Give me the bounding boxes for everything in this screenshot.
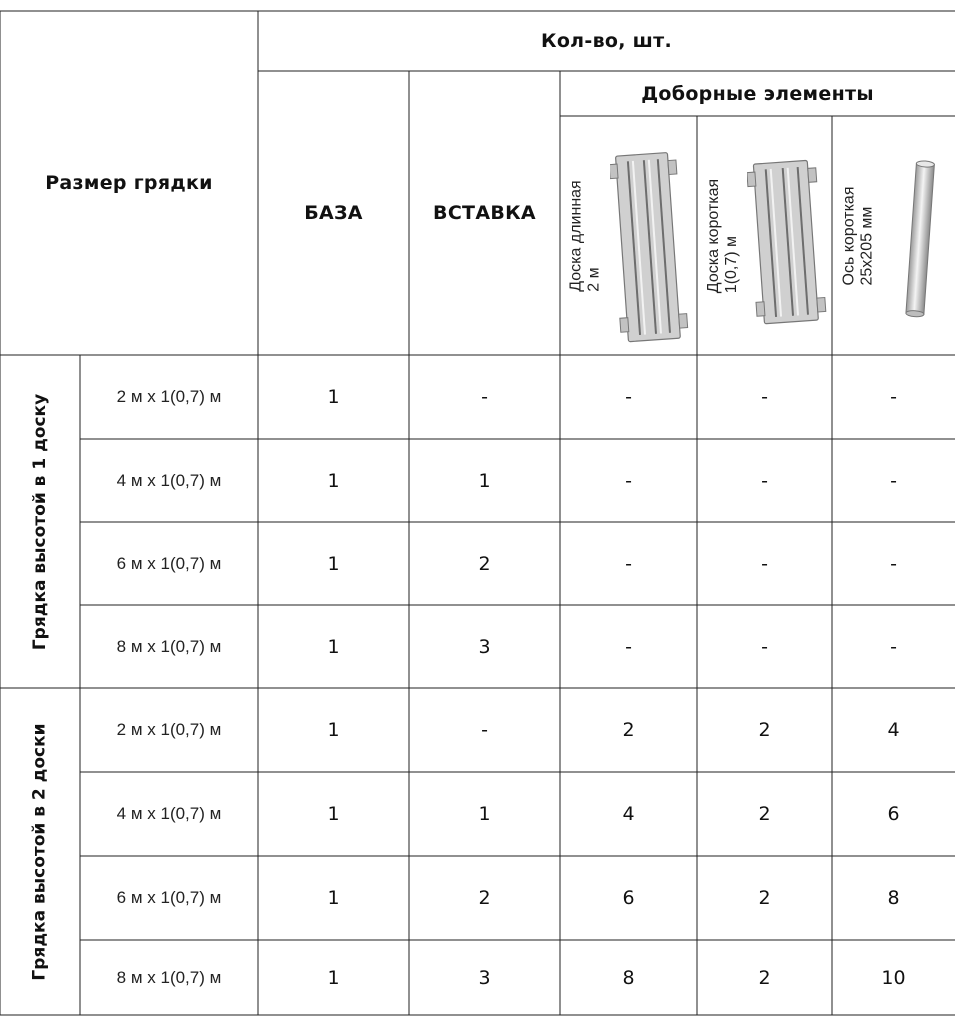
short-board-cell: 2 bbox=[758, 803, 771, 825]
short-board-cell: 2 bbox=[758, 719, 771, 741]
insert-cell: 3 bbox=[478, 635, 491, 658]
size-cell: 2 м х 1(0,7) м bbox=[116, 387, 222, 406]
base-cell: 1 bbox=[327, 552, 340, 575]
long-board-header bbox=[560, 116, 697, 355]
group-label-text: Грядка высотой в 1 доску bbox=[30, 393, 51, 650]
insert-cell: - bbox=[481, 386, 488, 408]
short-board-cell: - bbox=[761, 469, 768, 492]
short-board-cell: - bbox=[761, 386, 768, 408]
size-cell: 6 м х 1(0,7) м bbox=[116, 888, 222, 907]
short-board-cell: 2 bbox=[758, 887, 771, 909]
short-board-cell: 2 bbox=[758, 966, 771, 989]
short-board-label-line2: 1(0,7) м bbox=[723, 235, 740, 293]
short-board-header bbox=[697, 116, 832, 355]
insert-cell: 2 bbox=[478, 887, 491, 909]
long-board-cell: 6 bbox=[622, 887, 635, 909]
insert-cell: 1 bbox=[478, 469, 491, 492]
group-label-1-board bbox=[0, 355, 80, 688]
axle-icon bbox=[902, 156, 942, 326]
short-board-label-line1: Доска короткая bbox=[705, 178, 722, 293]
base-column-header: БАЗА bbox=[304, 202, 363, 224]
short-board-icon bbox=[747, 156, 827, 331]
base-cell: 1 bbox=[327, 386, 340, 408]
size-cell: 6 м х 1(0,7) м bbox=[116, 553, 222, 573]
base-cell: 1 bbox=[327, 887, 340, 909]
short-board-cell: - bbox=[761, 635, 768, 658]
long-board-label-line1: Доска длинная bbox=[568, 179, 586, 292]
axle-label bbox=[840, 186, 876, 285]
axle-label-line1: Ось короткая bbox=[840, 186, 857, 285]
long-board-icon bbox=[610, 148, 690, 348]
size-cell: 2 м х 1(0,7) м bbox=[116, 720, 222, 739]
axle-cell: 10 bbox=[881, 966, 906, 989]
size-cell: 4 м х 1(0,7) м bbox=[116, 804, 222, 823]
axle-header bbox=[832, 116, 955, 355]
group-label-2-boards bbox=[0, 688, 80, 1015]
base-cell: 1 bbox=[327, 966, 340, 989]
long-board-cell: - bbox=[625, 469, 632, 492]
short-board-label bbox=[705, 178, 741, 292]
insert-cell: - bbox=[481, 719, 488, 741]
base-cell: 1 bbox=[327, 635, 340, 658]
axle-cell: 6 bbox=[887, 803, 900, 825]
size-cell: 8 м х 1(0,7) м bbox=[116, 636, 222, 656]
insert-cell: 2 bbox=[478, 552, 491, 575]
axle-cell: - bbox=[890, 469, 897, 492]
axle-cell: - bbox=[890, 386, 897, 408]
size-cell: 4 м х 1(0,7) м bbox=[116, 470, 222, 490]
base-cell: 1 bbox=[327, 803, 340, 825]
insert-cell: 1 bbox=[478, 803, 491, 825]
size-column-header: Размер грядки bbox=[45, 172, 213, 194]
long-board-cell: - bbox=[625, 635, 632, 658]
axle-cell: - bbox=[890, 552, 897, 575]
axle-cell: - bbox=[890, 635, 897, 658]
long-board-cell: - bbox=[625, 552, 632, 575]
size-cell: 8 м х 1(0,7) м bbox=[116, 967, 222, 987]
insert-column-header: ВСТАВКА bbox=[433, 202, 536, 224]
quantity-header: Кол-во, шт. bbox=[540, 30, 672, 52]
short-board-cell: - bbox=[761, 552, 768, 575]
long-board-cell: 8 bbox=[622, 966, 635, 989]
extra-elements-header: Доборные элементы bbox=[641, 82, 874, 105]
insert-cell: 3 bbox=[478, 966, 491, 989]
axle-label-line2: 25х205 мм bbox=[858, 206, 875, 285]
base-cell: 1 bbox=[327, 719, 340, 741]
long-board-cell: - bbox=[625, 386, 632, 408]
long-board-label bbox=[568, 180, 604, 291]
long-board-cell: 2 bbox=[622, 719, 635, 741]
axle-cell: 8 bbox=[887, 887, 900, 909]
long-board-cell: 4 bbox=[622, 803, 635, 825]
long-board-label-line2: 2 м bbox=[586, 266, 604, 292]
base-cell: 1 bbox=[327, 469, 340, 492]
axle-cell: 4 bbox=[887, 719, 900, 741]
group-label-text: Грядка высотой в 2 доски bbox=[30, 722, 50, 981]
